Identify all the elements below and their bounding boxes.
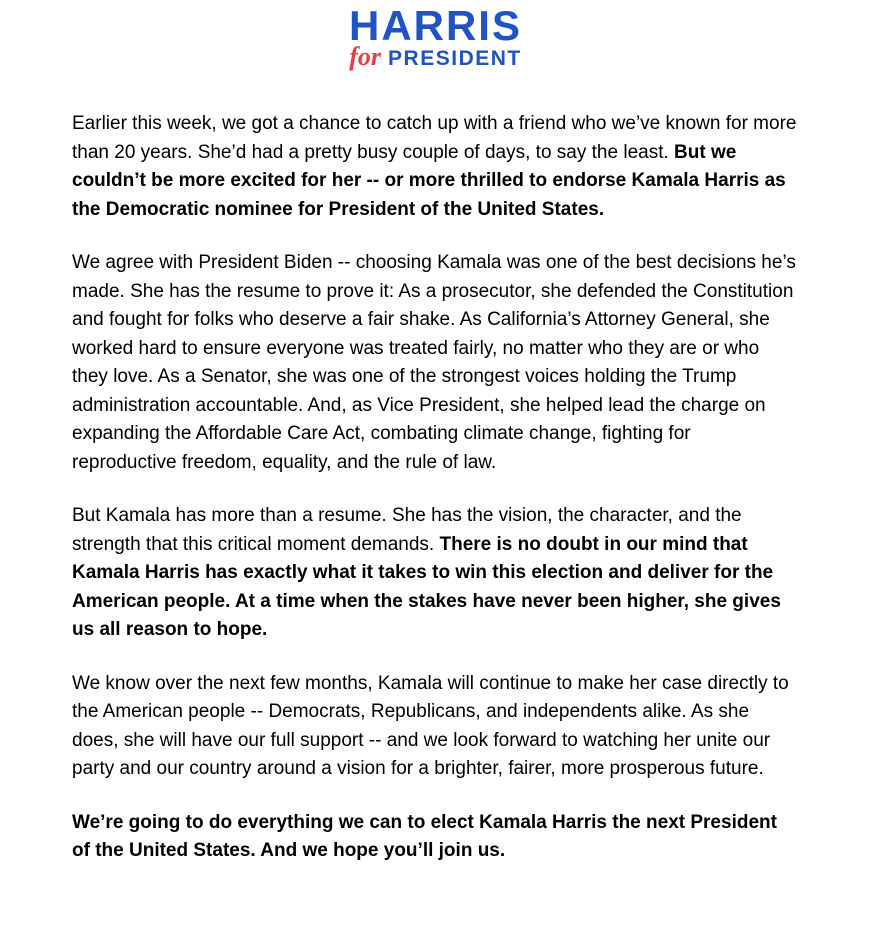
email-header: [0, 0, 871, 70]
bold-text-run: But we couldn’t be more excited for her -- or more thrilled to endorse Kamala Harris as the Democratic nominee for President of the United States.: [72, 141, 786, 220]
text-run: We agree with President Biden -- choosing Kamala was one of the best decisions he’s made. She has the resume to prove it: As a prosecutor, she defended the Constitution and fought for folks who deserve a fair shake. As California’s Attorney General, she worked hard to ensure everyone was treated fairly, no matter who they are or who they love. As a Senator, she was one of the strongest voices holding the Trump administration accountable. And, as Vice President, she helped lead the charge on expanding the Affordable Care Act, combating climate change, fighting for reproductive freedom, equality, and the rule of law.: [72, 252, 796, 473]
logo-harris-wordmark: HARRIS: [348, 2, 522, 49]
logo-subline: [0, 42, 871, 71]
text-run: But Kamala has more than a resume. She has the vision, the character, and the strength that this critical moment demands.: [72, 505, 742, 555]
paragraph: [72, 110, 799, 224]
text-run: We know over the next few months, Kamala will continue to make her case directly to the American people -- Democrats, Republicans, and independents alike. As she does, she will have our full support -- and we look forward to watching her unite our party and our country around a vision for a brighter, fairer, more prosperous future.: [72, 672, 789, 779]
paragraph: [72, 249, 799, 477]
bold-text-run: There is no doubt in our mind that Kamala Harris has exactly what it takes to win this election and deliver for the American people. At a time when the stakes have never been higher, she gives us all reason to hope.: [72, 533, 781, 640]
logo-for-word: for: [349, 42, 382, 71]
harris-for-president-logo: [0, 2, 871, 71]
text-run: Earlier this week, we got a chance to catch up with a friend who we’ve known for more than 20 years. She’d had a pretty busy couple of days, to say the least.: [72, 113, 797, 163]
paragraph: [72, 502, 799, 645]
article: [72, 110, 799, 866]
bold-text-run: We’re going to do everything we can to elect Kamala Harris the next President of the United States. And we hope you’ll join us.: [72, 811, 777, 861]
paragraph: [72, 809, 799, 866]
paragraph: [72, 670, 799, 784]
logo-president-word: PRESIDENT: [388, 47, 522, 70]
